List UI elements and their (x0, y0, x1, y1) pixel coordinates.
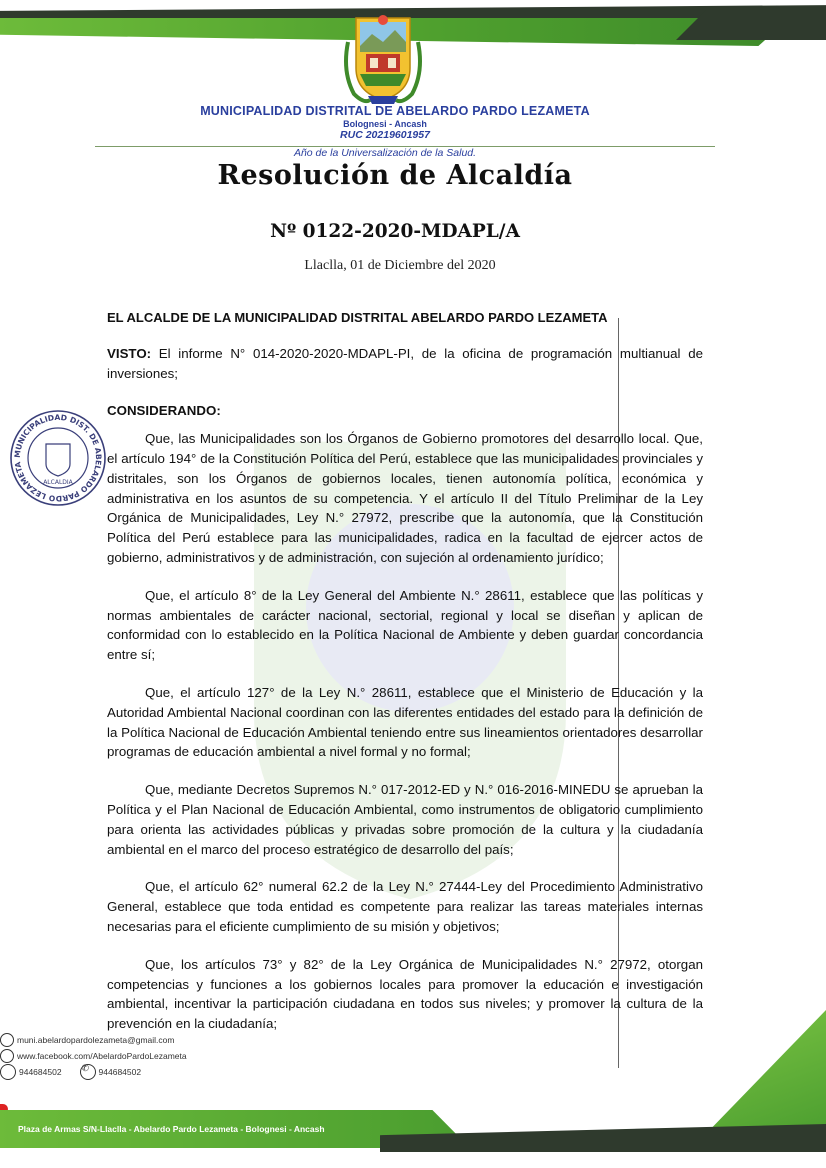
institution-name: MUNICIPALIDAD DISTRITAL DE ABELARDO PARDO LEZAMETA (200, 104, 590, 118)
facebook-icon (0, 1049, 14, 1063)
year-motto: Año de la Universalización de la Salud. (293, 147, 477, 159)
considerando-paragraph-5: Que, el artículo 62° numeral 62.2 de la Ley N.° 27444-Ley del Procedimiento Administrativo General, establece que toda entidad es competente para realizar las tareas materiales internas necesarias para el eficiente cumplimiento de su misión y objetivos; (107, 879, 703, 934)
seal-ring-text: MUNICIPALIDAD DIST. DE ABELARDO PARDO LEZAMETA (12, 412, 104, 504)
resolution-number: Nº 0122-2020-MDAPL/A (270, 221, 520, 242)
contact-phone-row (0, 1064, 187, 1080)
considerando-label: CONSIDERANDO: (107, 403, 221, 419)
considerando-paragraph-6: Que, los artículos 73° y 82° de la Ley Orgánica de Municipalidades N.° 27972, otorgan competencias y funciones a los gobiernos locales para promover la educación e investigación ambiental, incentivar la participación ciudadana en todos sus niveles; y promover la cultura de la prevención en la ciudadanía; (107, 956, 703, 1032)
considerando-paragraph-1: Que, las Municipalidades son los Órganos de Gobierno promotores del desarrollo local. Que, el artículo 194° de la Constitución Política del Perú, establece que las municipalidades provinciales y distritales, son los Órganos de gobiernos locales, tienen autonomía política, económica y administrativa en los asuntos de su competencia. Y el artículo II del Título Preliminar de la Ley Orgánica de Municipalidades, Ley N.° 27972, prescribe que la autonomía, que la Constitución Política del Perú establece para las municipalidades, radica en la facultad de ejercer actos de gobierno, administrativos y de administración, con sujeción al ordenamiento jurídico; (107, 431, 703, 565)
municipal-seal-stamp (8, 408, 108, 508)
seal-center-text: ALCALDIA (43, 479, 73, 486)
institution-location: Bolognesi - Ancash (343, 119, 427, 129)
phone-icon (0, 1064, 16, 1080)
contact-email: muni.abelardopardolezameta@gmail.com (17, 1035, 175, 1045)
contact-email-row (0, 1032, 187, 1048)
issuer-heading: EL ALCALDE DE LA MUNICIPALIDAD DISTRITAL ABELARDO PARDO LEZAMETA (107, 310, 608, 325)
considerando-paragraph-3: Que, el artículo 127° de la Ley N.° 28611, establece que el Ministerio de Educación y la Autoridad Ambiental Nacional coordinan con las diferentes entidades del estado para la definición de la Política Nacional de Educación Ambiental teniendo entre sus lineamientos orientadores desarrollar programas de educación ambiental a nivel formal y no formal; (107, 684, 703, 760)
whatsapp-icon (80, 1064, 96, 1080)
considerando-paragraph-4: Que, mediante Decretos Supremos N.° 017-2012-ED y N.° 016-2016-MINEDU se aprueban la Política y el Plan Nacional de Educación Ambiental, como instrumentos de obligatorio cumplimiento para orienta las actividades públicas y privadas sobre promoción de la cultura y la ciudadanía ambiental en el marco del proceso estratégico de desarrollo del país; (107, 782, 703, 857)
considerando-paragraph-2: Que, el artículo 8° de la Ley General del Ambiente N.° 28611, establece que las políticas y normas ambientales de carácter nacional, sectorial, regional y local se diseñan y aplican de conformidad con lo establecido en la Política Nacional de Ambiente y deben guardar concordancia entre sí; (107, 587, 703, 663)
contact-facebook-row (0, 1048, 187, 1064)
contact-block (0, 1032, 187, 1080)
footer-address: Plaza de Armas S/N-Llaclla - Abelardo Pardo Lezameta - Bolognesi - Ancash (18, 1124, 325, 1134)
resolution-title: Resolución de Alcaldía (217, 160, 573, 191)
visto-paragraph (107, 344, 703, 384)
visto-text: El informe N° 014-2020-2020-MDAPL-PI, de la oficina de programación multianual de inversiones; (107, 345, 703, 381)
resolution-body (107, 300, 703, 1052)
visto-label: VISTO: (107, 345, 152, 361)
email-icon (0, 1033, 14, 1047)
institution-ruc: RUC 20219601957 (340, 129, 430, 141)
svg-text:MUNICIPALIDAD DIST. DE ABELARD (13, 413, 103, 503)
contact-facebook: www.facebook.com/AbelardoPardoLezameta (17, 1051, 187, 1061)
footer-corner-green (700, 1010, 826, 1140)
municipal-crest-logo (340, 12, 426, 108)
contact-phone-2: 944684502 (98, 1067, 142, 1077)
contact-phone-1: 944684502 (19, 1067, 62, 1077)
resolution-date: Llaclla, 01 de Diciembre del 2020 (304, 258, 496, 273)
